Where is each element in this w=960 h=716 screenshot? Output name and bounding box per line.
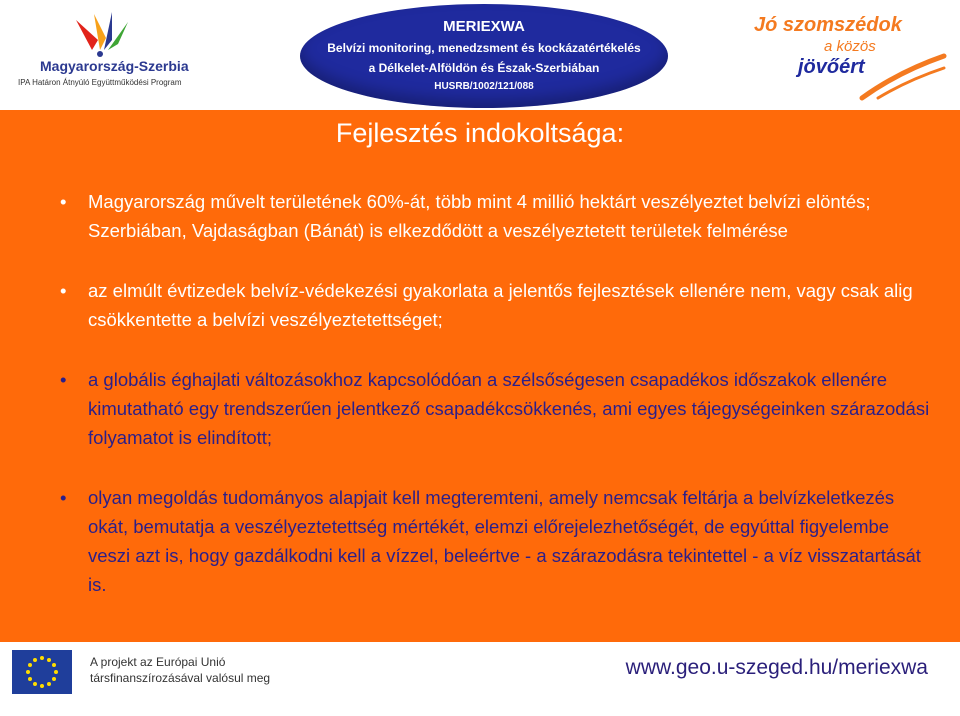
eu-funding-line-1: A projekt az Európai Unió: [90, 655, 226, 669]
project-title-badge: [300, 4, 668, 108]
project-code: HUSRB/1002/121/088: [434, 81, 534, 92]
bullet-item: • olyan megoldás tudományos alapjait kell megteremteni, amely nemcsak feltárja a belvízkeletkezés okát, bemutatja a veszélyeztetettség mértékét, elemzi előrejelezhetőségét, de egyúttal figyelembe veszi azt is, hogy gazdálkodni kell a vízzel, beleértve - a szárazodásra tekintettel - a víz visszatartását is.: [88, 483, 933, 599]
slogan-line-3: jövőért: [798, 56, 865, 78]
project-acronym: MERIEXWA: [443, 18, 525, 35]
bullet-item: • az elmúlt évtizedek belvíz-védekezési gyakorlata a jelentős fejlesztések ellenére nem, vagy csak alig csökkentette a belvízi veszélyeztetettséget;: [88, 276, 933, 334]
bullet-item: • a globális éghajlati változásokhoz kapcsolódóan a szélsőségesen csapadékos időszakok ellenére kimutatható egy trendszerűen jelentkező csapadékcsökkenés, ami egyes tájegységeinken szárazodási folyamatot is elindított;: [88, 365, 933, 452]
star-logo-icon: [72, 10, 132, 58]
eu-funding-line-2: társfinanszírozásával valósul meg: [90, 671, 271, 685]
program-name: Magyarország-Szerbia: [40, 58, 189, 74]
header: [0, 0, 960, 110]
good-neighbours-logo: [740, 8, 950, 103]
bullet-item: • Magyarország művelt területének 60%-át, több mint 4 millió hektárt veszélyeztet belvízi elöntés; Szerbiában, Vajdaságban (Bánát) is elkezdődött a veszélyeztetett területek felmérése: [88, 187, 933, 245]
slogan-line-2: a közös: [824, 38, 876, 55]
slide-title: Fejlesztés indokoltsága:: [335, 118, 625, 148]
program-subtitle: IPA Határon Átnyúló Együttműködési Program: [18, 78, 182, 87]
swoosh-icon: [858, 52, 948, 102]
eu-funding-note: [90, 654, 270, 686]
hu-srb-program-logo: [10, 6, 210, 92]
project-title-line-2: a Délkelet-Alföldön és Észak-Szerbiában: [368, 61, 600, 75]
eu-flag-icon: [12, 650, 72, 694]
bullet-list: [88, 187, 933, 630]
project-url[interactable]: www.geo.u-szeged.hu/meriexwa: [625, 656, 928, 679]
slogan-line-1: Jó szomszédok: [754, 14, 902, 36]
project-title-line-1: Belvízi monitoring, menedzsment és kockázatértékelés: [327, 41, 641, 55]
